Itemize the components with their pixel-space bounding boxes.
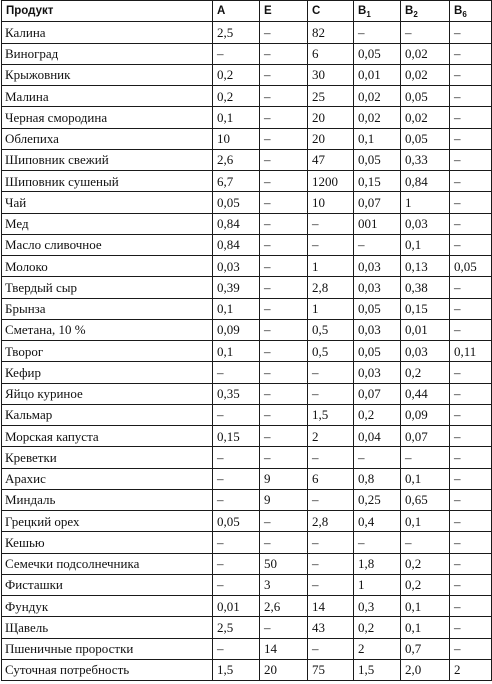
cell-vitamin-a: 2,6 [213,149,260,170]
cell-vitamin-b6: – [450,192,492,213]
cell-vitamin-a: 0,03 [213,256,260,277]
cell-vitamin-b6: 0,05 [450,256,492,277]
cell-vitamin-c: – [308,447,354,468]
cell-product-name: Молоко [2,256,213,277]
cell-vitamin-b2: 0,7 [401,638,450,659]
cell-vitamin-a: 0,2 [213,64,260,85]
cell-vitamin-e: – [260,192,308,213]
table-row [2,107,492,128]
cell-vitamin-b1: 0,03 [354,277,401,298]
header-product: Продукт [2,1,213,22]
cell-vitamin-b6: – [450,426,492,447]
cell-vitamin-b1: 001 [354,213,401,234]
cell-vitamin-b1: 1,5 [354,659,401,680]
cell-product-name: Фундук [2,596,213,617]
cell-vitamin-b6: – [450,86,492,107]
cell-vitamin-c: – [308,234,354,255]
cell-vitamin-c: 25 [308,86,354,107]
cell-vitamin-c: – [308,532,354,553]
table-row [2,362,492,383]
cell-vitamin-b2: – [401,22,450,43]
table-row [2,489,492,510]
cell-vitamin-c: 2 [308,426,354,447]
cell-vitamin-e: – [260,532,308,553]
cell-product-name: Пшеничные проростки [2,638,213,659]
cell-vitamin-b6: – [450,638,492,659]
cell-vitamin-c: 20 [308,107,354,128]
header-vitamin-e: Е [260,1,308,22]
cell-vitamin-e: – [260,447,308,468]
table-row [2,256,492,277]
cell-vitamin-b2: 0,84 [401,171,450,192]
cell-product-name: Облепиха [2,128,213,149]
cell-vitamin-a: 0,05 [213,511,260,532]
cell-vitamin-b1: 0,05 [354,298,401,319]
table-row [2,86,492,107]
cell-vitamin-b6: – [450,532,492,553]
cell-product-name: Творог [2,341,213,362]
cell-vitamin-b1: – [354,234,401,255]
cell-vitamin-a: – [213,638,260,659]
cell-product-name: Яйцо куриное [2,383,213,404]
vitamin-content-table [1,0,492,681]
cell-vitamin-e: – [260,277,308,298]
cell-vitamin-b1: 0,05 [354,149,401,170]
cell-vitamin-b1: 0,1 [354,128,401,149]
cell-product-name: Шиповник сушеный [2,171,213,192]
cell-vitamin-b1: 0,04 [354,426,401,447]
cell-vitamin-c: 14 [308,596,354,617]
cell-vitamin-b6: – [450,553,492,574]
cell-vitamin-a: 0,1 [213,298,260,319]
cell-vitamin-b6: – [450,298,492,319]
header-vitamin-b1: $В_1$ [354,1,401,22]
cell-vitamin-b1: 0,03 [354,256,401,277]
cell-vitamin-b2: 0,1 [401,617,450,638]
table-row [2,532,492,553]
cell-vitamin-a: 0,01 [213,596,260,617]
table-row [2,468,492,489]
table-row [2,319,492,340]
cell-vitamin-a: – [213,404,260,425]
cell-vitamin-b2: 0,02 [401,107,450,128]
cell-vitamin-e: – [260,86,308,107]
cell-vitamin-c: – [308,638,354,659]
cell-vitamin-b1: – [354,22,401,43]
cell-vitamin-b2: 0,15 [401,298,450,319]
cell-product-name: Семечки подсолнечника [2,553,213,574]
cell-vitamin-b1: 0,25 [354,489,401,510]
table-row [2,298,492,319]
cell-vitamin-b2: 0,33 [401,149,450,170]
cell-vitamin-c: 10 [308,192,354,213]
cell-vitamin-c: 0,5 [308,319,354,340]
cell-vitamin-b6: – [450,617,492,638]
cell-product-name: Черная смородина [2,107,213,128]
cell-vitamin-b6: – [450,511,492,532]
cell-vitamin-b1: 0,8 [354,468,401,489]
table-row [2,22,492,43]
cell-vitamin-a: – [213,574,260,595]
header-vitamin-b6: $В_6$ [450,1,492,22]
cell-vitamin-b6: – [450,43,492,64]
cell-product-name: Твердый сыр [2,277,213,298]
cell-vitamin-e: – [260,64,308,85]
cell-vitamin-c: 0,5 [308,341,354,362]
cell-product-name: Брынза [2,298,213,319]
cell-vitamin-c: 30 [308,64,354,85]
cell-product-name: Калина [2,22,213,43]
table-row [2,277,492,298]
cell-vitamin-a: 0,1 [213,107,260,128]
cell-vitamin-b2: 0,2 [401,574,450,595]
cell-vitamin-e: 2,6 [260,596,308,617]
cell-vitamin-b1: 0,4 [354,511,401,532]
cell-vitamin-b2: 0,1 [401,596,450,617]
cell-vitamin-e: 9 [260,468,308,489]
cell-vitamin-a: – [213,468,260,489]
cell-vitamin-e: – [260,383,308,404]
table-row [2,383,492,404]
table-row [2,447,492,468]
cell-vitamin-e: – [260,234,308,255]
cell-vitamin-b2: 0,09 [401,404,450,425]
table-row [2,171,492,192]
cell-vitamin-b1: 0,15 [354,171,401,192]
cell-vitamin-b2: 0,02 [401,43,450,64]
cell-vitamin-e: – [260,341,308,362]
table-row [2,638,492,659]
cell-vitamin-b6: – [450,319,492,340]
cell-product-name: Кальмар [2,404,213,425]
cell-vitamin-a: 2,5 [213,617,260,638]
table-row [2,659,492,680]
cell-vitamin-b2: 0,2 [401,362,450,383]
table-row [2,426,492,447]
cell-vitamin-a: – [213,43,260,64]
cell-product-name: Виноград [2,43,213,64]
cell-vitamin-b1: 0,02 [354,86,401,107]
table-row [2,234,492,255]
cell-vitamin-b1: 0,2 [354,617,401,638]
cell-vitamin-b2: 0,07 [401,426,450,447]
cell-vitamin-b1: – [354,532,401,553]
cell-vitamin-b2: 0,65 [401,489,450,510]
cell-vitamin-c: 47 [308,149,354,170]
cell-product-name: Кефир [2,362,213,383]
cell-vitamin-c: – [308,489,354,510]
cell-product-name: Миндаль [2,489,213,510]
cell-vitamin-e: – [260,426,308,447]
cell-vitamin-e: – [260,404,308,425]
cell-vitamin-b6: – [450,213,492,234]
table-row [2,64,492,85]
table-body [2,22,492,681]
cell-vitamin-b2: 0,05 [401,128,450,149]
cell-vitamin-c: 82 [308,22,354,43]
cell-vitamin-b1: 1,8 [354,553,401,574]
cell-product-name: Шиповник свежий [2,149,213,170]
cell-vitamin-e: 9 [260,489,308,510]
cell-vitamin-c: – [308,383,354,404]
cell-vitamin-b6: – [450,107,492,128]
cell-vitamin-c: – [308,553,354,574]
table-row [2,617,492,638]
cell-vitamin-c: 75 [308,659,354,680]
cell-vitamin-b2: 0,1 [401,511,450,532]
cell-vitamin-b2: – [401,532,450,553]
cell-vitamin-e: – [260,298,308,319]
table-row [2,511,492,532]
header-vitamin-c: С [308,1,354,22]
cell-vitamin-c: 1 [308,298,354,319]
table-header-row [2,1,492,22]
cell-vitamin-b2: – [401,447,450,468]
cell-vitamin-a: 0,1 [213,341,260,362]
cell-product-name: Фисташки [2,574,213,595]
cell-vitamin-b1: 1 [354,574,401,595]
table-row [2,149,492,170]
cell-vitamin-b1: 0,2 [354,404,401,425]
cell-vitamin-a: 0,2 [213,86,260,107]
cell-vitamin-b6: – [450,383,492,404]
cell-product-name: Масло сливочное [2,234,213,255]
cell-vitamin-e: – [260,213,308,234]
cell-product-name: Суточная потребность [2,659,213,680]
cell-vitamin-b1: 0,05 [354,43,401,64]
cell-vitamin-b6: – [450,447,492,468]
cell-vitamin-a: – [213,489,260,510]
cell-vitamin-a: 6,7 [213,171,260,192]
cell-vitamin-b1: 0,07 [354,192,401,213]
cell-vitamin-c: 6 [308,43,354,64]
table-row [2,574,492,595]
cell-vitamin-e: – [260,171,308,192]
cell-vitamin-e: – [260,319,308,340]
cell-vitamin-a: 10 [213,128,260,149]
cell-vitamin-b6: 0,11 [450,341,492,362]
cell-vitamin-b1: – [354,447,401,468]
cell-vitamin-e: – [260,511,308,532]
cell-vitamin-b1: 0,03 [354,319,401,340]
cell-vitamin-e: 50 [260,553,308,574]
cell-vitamin-a: 0,05 [213,192,260,213]
cell-vitamin-c: – [308,574,354,595]
cell-vitamin-b1: 0,3 [354,596,401,617]
cell-vitamin-b2: 0,05 [401,86,450,107]
cell-vitamin-a: 0,84 [213,213,260,234]
cell-product-name: Чай [2,192,213,213]
cell-product-name: Щавель [2,617,213,638]
cell-product-name: Мед [2,213,213,234]
cell-product-name: Крыжовник [2,64,213,85]
cell-vitamin-e: – [260,256,308,277]
cell-product-name: Арахис [2,468,213,489]
cell-vitamin-e: 14 [260,638,308,659]
cell-vitamin-b6: – [450,489,492,510]
cell-vitamin-c: 1,5 [308,404,354,425]
cell-vitamin-b2: 0,01 [401,319,450,340]
cell-vitamin-b6: – [450,468,492,489]
cell-product-name: Сметана, 10 % [2,319,213,340]
cell-vitamin-b1: 0,03 [354,362,401,383]
cell-vitamin-b6: – [450,64,492,85]
cell-vitamin-b6: – [450,171,492,192]
cell-vitamin-b1: 0,05 [354,341,401,362]
cell-vitamin-a: 0,09 [213,319,260,340]
cell-vitamin-b6: – [450,234,492,255]
cell-vitamin-b6: – [450,149,492,170]
cell-vitamin-b1: 0,07 [354,383,401,404]
cell-vitamin-a: – [213,553,260,574]
cell-vitamin-b1: 0,01 [354,64,401,85]
cell-vitamin-e: 20 [260,659,308,680]
cell-vitamin-b6: – [450,404,492,425]
cell-vitamin-e: – [260,43,308,64]
cell-vitamin-b2: 0,13 [401,256,450,277]
cell-vitamin-e: 3 [260,574,308,595]
cell-vitamin-c: 1200 [308,171,354,192]
cell-vitamin-b6: – [450,128,492,149]
cell-vitamin-c: – [308,362,354,383]
cell-vitamin-b2: 1 [401,192,450,213]
cell-vitamin-e: – [260,128,308,149]
cell-vitamin-a: 0,35 [213,383,260,404]
cell-vitamin-b2: 0,44 [401,383,450,404]
table-row [2,596,492,617]
cell-vitamin-c: 43 [308,617,354,638]
cell-vitamin-c: 6 [308,468,354,489]
cell-vitamin-e: – [260,22,308,43]
cell-vitamin-b2: 2,0 [401,659,450,680]
table-row [2,341,492,362]
cell-vitamin-b2: 0,38 [401,277,450,298]
cell-vitamin-b1: 2 [354,638,401,659]
table-row [2,128,492,149]
cell-product-name: Креветки [2,447,213,468]
cell-vitamin-b6: – [450,362,492,383]
cell-vitamin-b2: 0,1 [401,468,450,489]
table-row [2,43,492,64]
cell-vitamin-e: – [260,107,308,128]
cell-vitamin-a: 0,39 [213,277,260,298]
cell-vitamin-a: 0,84 [213,234,260,255]
cell-vitamin-b1: 0,02 [354,107,401,128]
cell-vitamin-c: 2,8 [308,277,354,298]
cell-vitamin-a: 2,5 [213,22,260,43]
cell-vitamin-a: – [213,447,260,468]
cell-product-name: Грецкий орех [2,511,213,532]
cell-vitamin-b2: 0,03 [401,341,450,362]
cell-vitamin-a: 1,5 [213,659,260,680]
cell-vitamin-c: 20 [308,128,354,149]
table-row [2,404,492,425]
cell-vitamin-a: – [213,362,260,383]
cell-vitamin-b6: – [450,596,492,617]
cell-vitamin-a: – [213,532,260,553]
cell-vitamin-a: 0,15 [213,426,260,447]
header-vitamin-b2: $В_2$ [401,1,450,22]
cell-vitamin-b2: 0,1 [401,234,450,255]
cell-vitamin-b6: – [450,277,492,298]
table-row [2,553,492,574]
cell-vitamin-b2: 0,03 [401,213,450,234]
cell-vitamin-e: – [260,617,308,638]
cell-vitamin-c: 2,8 [308,511,354,532]
cell-product-name: Кешью [2,532,213,553]
cell-vitamin-e: – [260,362,308,383]
cell-vitamin-e: – [260,149,308,170]
cell-vitamin-b6: – [450,574,492,595]
cell-vitamin-c: – [308,213,354,234]
cell-vitamin-b6: 2 [450,659,492,680]
header-vitamin-a: А [213,1,260,22]
table-row [2,213,492,234]
cell-vitamin-b2: 0,02 [401,64,450,85]
cell-product-name: Морская капуста [2,426,213,447]
cell-vitamin-c: 1 [308,256,354,277]
cell-product-name: Малина [2,86,213,107]
cell-vitamin-b2: 0,2 [401,553,450,574]
cell-vitamin-b6: – [450,22,492,43]
table-row [2,192,492,213]
